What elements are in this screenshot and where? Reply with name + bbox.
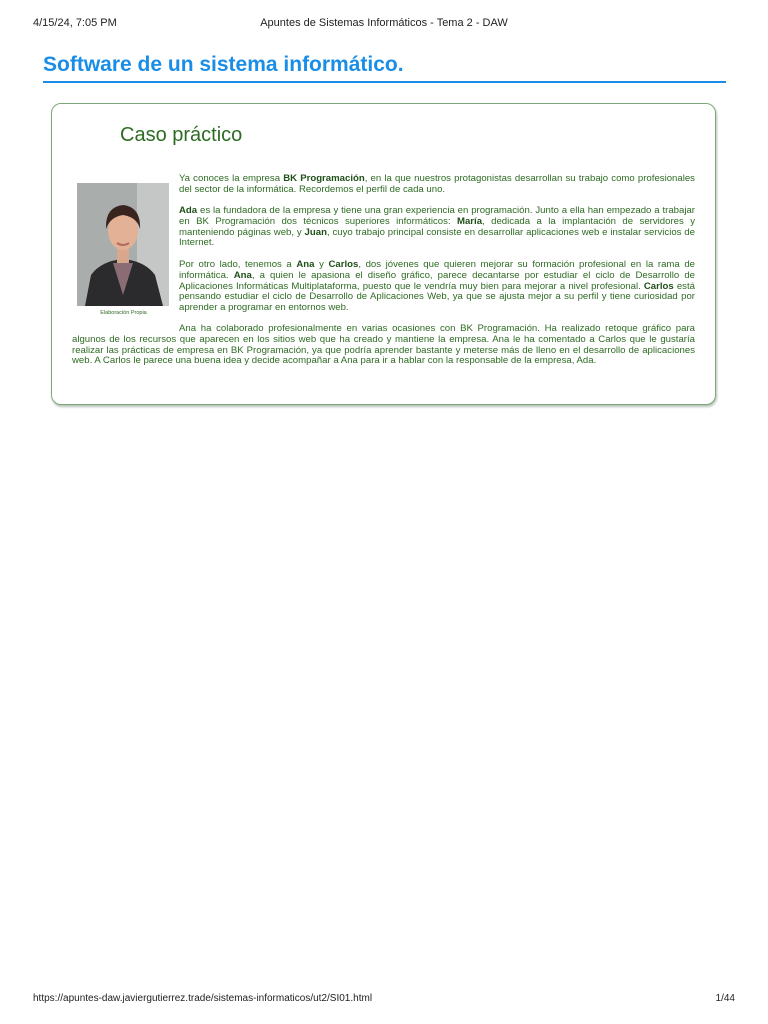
bold-name-carlos: Carlos (328, 259, 359, 270)
bold-name-ada: Ada (179, 205, 198, 216)
bold-name-maria: María (456, 215, 483, 227)
page-title: Software de un sistema informático. (43, 52, 726, 83)
text-span: , dedicada a la implantación de servidores y manteniendo páginas web, y (179, 215, 695, 238)
paragraph-ana-carlos (179, 260, 695, 314)
text-span: , a quien le apasiona el diseño gráfico, parece decantarse por estudiar el ciclo de Desarrollo de Aplicaciones Informáticas Multiplataforma, puesto que le vendría muy bien para mejorar a nivel profesional. (179, 269, 695, 292)
photo-figure (77, 183, 170, 316)
text-span: es la fundadora de la empresa y tiene una gran experiencia en programación. Junto a ella han empezado a trabajar en BK Programación dos técnicos superiores informáticos: (179, 205, 695, 227)
print-document-title: Apuntes de Sistemas Informáticos - Tema 2 - DAW (260, 17, 508, 29)
bold-name-carlos: Carlos (643, 280, 674, 292)
paragraph-collaboration: Ana ha colaborado profesionalmente en varias ocasiones con BK Programación. Ha realizado retoque gráfico para algunos de los recursos que aparecen en los sitios web que ha creado y mantiene la empresa. Ana le ha comentado a Carlos que le gustaría realizar las prácticas de empresa en BK Programación, ya que podría aprender bastante y meterse más de lleno en el desarrollo de aplicaciones web. A Carlos le parece una buena idea y decide acompañar a Ana para ir a hablar con la responsable de la empresa, Ada. (72, 323, 695, 367)
text-span: está pensando estudiar el ciclo de Desarrollo de Aplicaciones Web, ya que se ajusta mejor a su perfil y tiene curiosidad por aprender a programar en entornos web. (179, 280, 695, 314)
bold-company-name: BK Programación (283, 173, 365, 184)
case-study-title: Caso práctico (120, 124, 243, 146)
print-header (33, 17, 735, 31)
text-span: y (314, 259, 329, 270)
text-span: , dos jóvenes que quieren mejorar su formación profesional en la rama de informática. (179, 259, 695, 281)
bold-name-ana: Ana (233, 269, 252, 281)
text-span: , cuyo trabajo principal consiste en desarrollar aplicaciones web e instalar servicios de Internet. (179, 226, 695, 249)
photo-caption: Elaboración Propia (100, 310, 147, 316)
print-footer (33, 993, 735, 1005)
bold-name-juan: Juan (304, 226, 327, 238)
page-number: 1/44 (715, 993, 735, 1004)
print-date: 4/15/24, 7:05 PM (33, 17, 117, 29)
bold-name-ana: Ana (296, 259, 315, 270)
paragraph-ada (179, 206, 695, 249)
text-span: Por otro lado, tenemos a (179, 259, 297, 270)
text-span: , en la que nuestros protagonistas desarrollan su trabajo como profesionales del sector de la informática. Recordemos el perfil de cada uno. (179, 173, 695, 195)
print-url: https://apuntes-daw.javiergutierrez.trade/sistemas-informaticos/ut2/SI01.html (33, 993, 373, 1004)
paragraph-intro (179, 174, 695, 196)
text-span: Ya conoces la empresa (179, 173, 284, 184)
case-study-box (51, 103, 716, 405)
portrait-photo (77, 183, 169, 306)
